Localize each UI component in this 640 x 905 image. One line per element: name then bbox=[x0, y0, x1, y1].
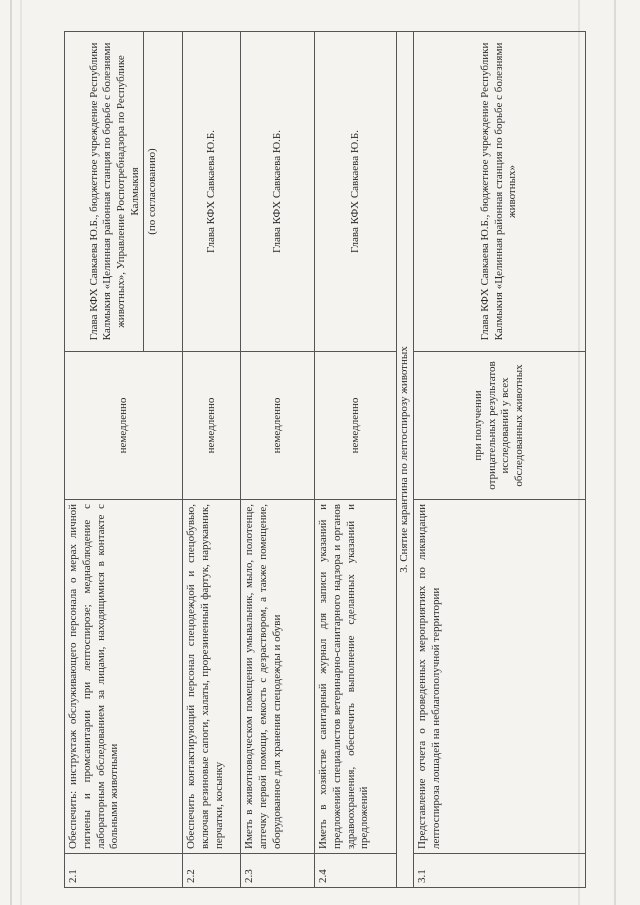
row-number: 2.2 bbox=[183, 854, 241, 888]
term-cell: немедленно bbox=[65, 352, 183, 500]
scan-edge bbox=[20, 0, 22, 905]
row-number: 2.4 bbox=[315, 854, 397, 888]
rotated-page bbox=[64, 32, 586, 888]
executor-cell: Глава КФХ Савкаева Ю.Б. bbox=[183, 32, 241, 352]
task-cell: Обеспечить контактирующий персонал спецодеждой и спецобувью, включая резиновые сапоги, халаты, прорезиненный фартук, нарукавник, перчатки, косынку bbox=[183, 500, 241, 854]
term-cell: немедленно bbox=[315, 352, 397, 500]
executor-cell: Глава КФХ Савкаева Ю.Б., бюджетное учреждение Республики Калмыкия «Целинная районная станция по борьбе с болезнями животных» bbox=[413, 32, 585, 352]
section-title: 3. Снятие карантина по лептоспирозу животных bbox=[397, 32, 414, 888]
term-cell: немедленно bbox=[183, 352, 241, 500]
executor-note: (по согласованию) bbox=[143, 32, 160, 351]
executor-cell bbox=[65, 32, 183, 352]
task-cell: Иметь в хозяйстве санитарный журнал для записи указаний и предложений специалистов ветеринарно-санитарного надзора и органов здравоохранения, обеспечить выполнение сделанных указаний и предложений bbox=[315, 500, 397, 854]
table-row bbox=[65, 32, 183, 888]
task-cell: Иметь в животноводческом помещении умывальник, мыло, полотенце, аптечку первой помощи, емкость с дезраствором, а также помещение, оборудованное для хранения спецодежды и обуви bbox=[241, 500, 315, 854]
task-cell: Обеспечить: инструктаж обслуживающего персонала о мерах личной гигиены и промсанитарии при лептоспирозе; меднаблюдение с лабораторным обследованием за лицами, находящимися в контакте с больными животными bbox=[65, 500, 183, 854]
table-row bbox=[183, 32, 241, 888]
task-cell: Представление отчета о проведенных мероприятиях по ликвидации лептоспироза лошадей на неблагополучной территории bbox=[413, 500, 585, 854]
section-header-row bbox=[397, 32, 414, 888]
term-cell: немедленно bbox=[241, 352, 315, 500]
measures-table bbox=[64, 31, 586, 888]
executor-cell: Глава КФХ Савкаева Ю.Б. bbox=[241, 32, 315, 352]
executor-cell: Глава КФХ Савкаева Ю.Б. bbox=[315, 32, 397, 352]
table-row bbox=[413, 32, 585, 888]
row-number: 3.1 bbox=[413, 854, 585, 888]
table-row bbox=[241, 32, 315, 888]
row-number: 2.3 bbox=[241, 854, 315, 888]
executor-text: Глава КФХ Савкаева Ю.Б., бюджетное учреждение Республики Калмыкия «Целинная районная станция по борьбе с болезнями животных», Управление Роспотребнадзора по Республике Калмыкия bbox=[87, 42, 141, 341]
row-number: 2.1 bbox=[65, 854, 183, 888]
term-cell: при получении отрицательных результатов исследований у всех обследованных животных bbox=[413, 352, 585, 500]
scan-edge bbox=[10, 0, 12, 905]
table-row bbox=[315, 32, 397, 888]
scan-edge bbox=[614, 0, 616, 905]
